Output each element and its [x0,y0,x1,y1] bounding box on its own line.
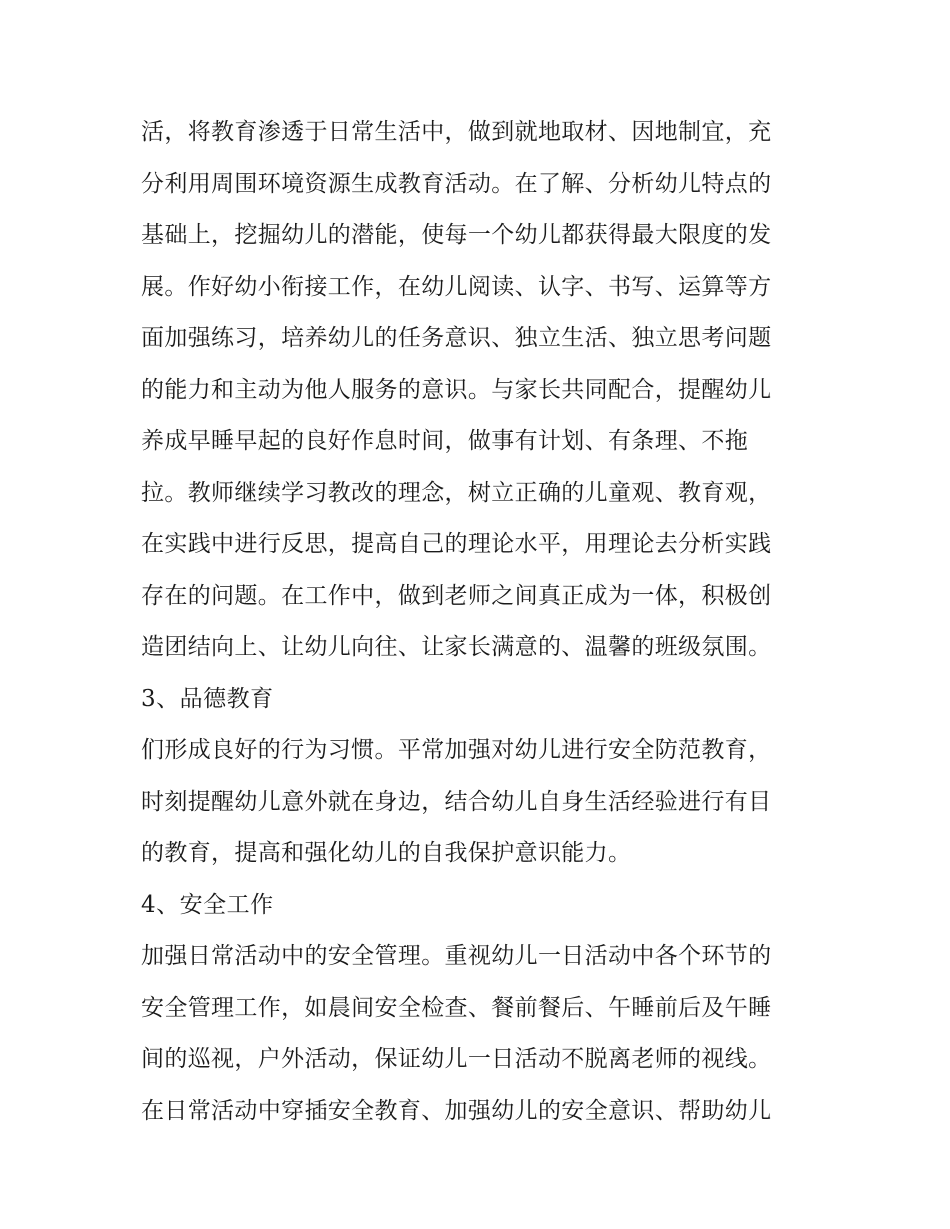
text-line: 安全管理工作，如晨间安全检查、餐前餐后、午睡前后及午睡 [141,994,772,1021]
text-line: 造团结向上、让幼儿向往、让家长满意的、温馨的班级氛围。 [141,634,772,660]
text-line: 基础上，挖掘幼儿的潜能，使每一个幼儿都获得最大限度的发 [141,222,772,248]
text-line: 加强日常活动中的安全管理。重视幼儿一日活动中各个环节的 [141,943,772,969]
text-line: 间的巡视，户外活动，保证幼儿一日活动不脱离老师的视线。 [141,1046,772,1072]
text-line: 在实践中进行反思，提高自己的理论水平，用理论去分析实践 [141,531,772,557]
text-line: 的教育，提高和强化幼儿的自我保护意识能力。 [141,840,632,866]
text-line: 们形成良好的行为习惯。平常加强对幼儿进行安全防范教育， [141,737,772,763]
section-heading-safety-work: 4、安全工作 [141,891,274,918]
text-line: 养成早睡早起的良好作息时间，做事有计划、有条理、不拖 [141,428,749,454]
text-line: 分利用周围环境资源生成教育活动。在了解、分析幼儿特点的 [141,170,772,197]
text-line: 展。作好幼小衔接工作，在幼儿阅读、认字、书写、运算等方 [141,273,772,300]
section-heading-moral-education: 3、品德教育 [141,685,274,712]
text-line: 面加强练习，培养幼儿的任务意识、独立生活、独立思考问题 [141,325,772,351]
body-text [141,107,821,1137]
text-line: 拉。教师继续学习教改的理念，树立正确的儿童观、教育观， [141,479,772,506]
text-line: 的能力和主动为他人服务的意识。与家长共同配合，提醒幼儿 [141,376,772,403]
text-line: 在日常活动中穿插安全教育、加强幼儿的安全意识、帮助幼儿 [141,1097,772,1124]
text-line: 时刻提醒幼儿意外就在身边，结合幼儿自身生活经验进行有目 [141,788,772,815]
text-line: 活，将教育渗透于日常生活中，做到就地取材、因地制宜，充 [141,119,772,145]
text-line: 存在的问题。在工作中，做到老师之间真正成为一体，积极创 [141,582,772,609]
